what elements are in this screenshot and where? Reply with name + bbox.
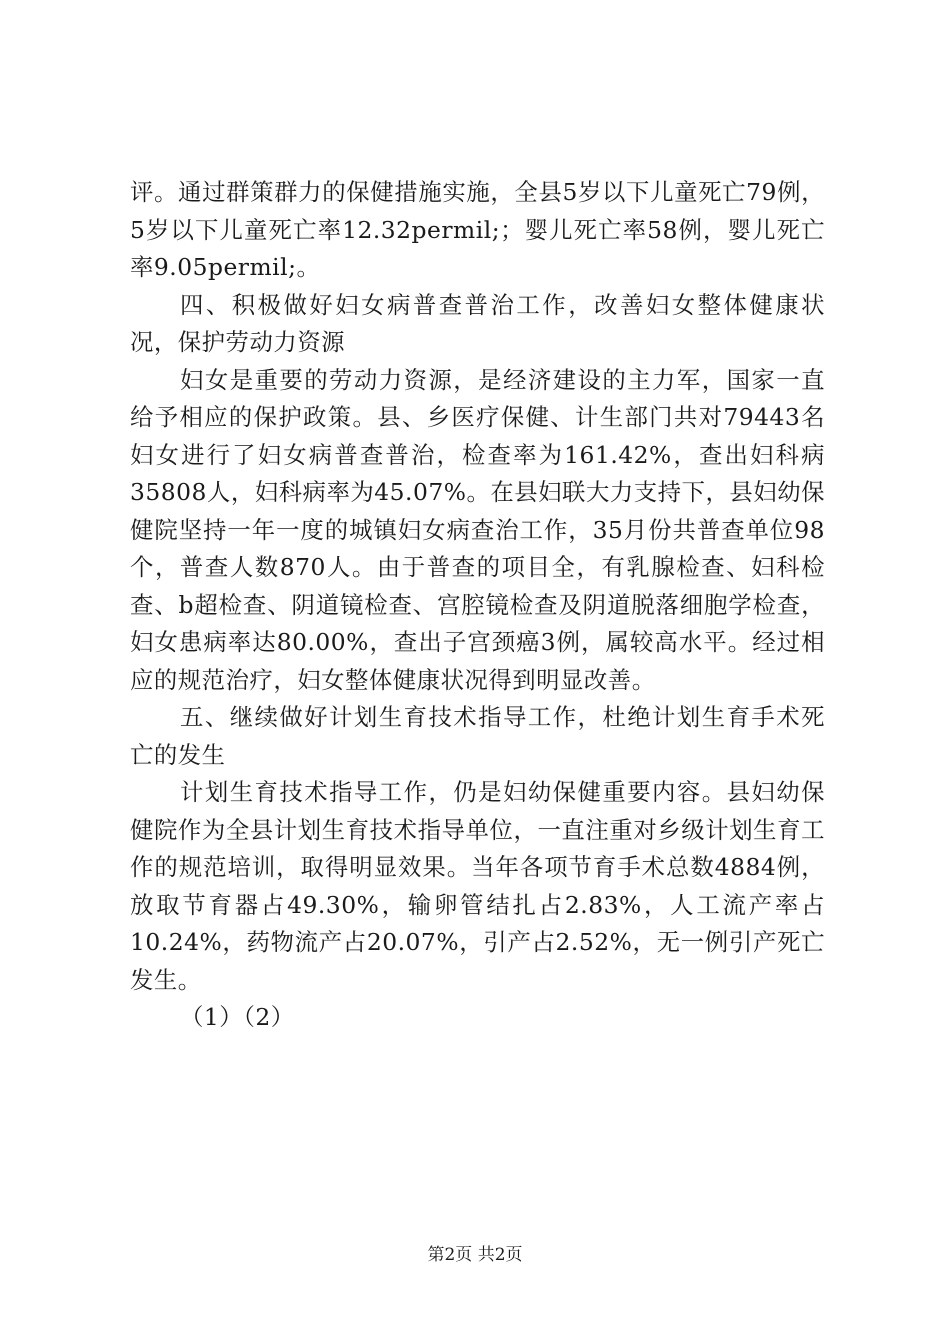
paragraph-family-planning: 计划生育技术指导工作，仍是妇幼保健重要内容。县妇幼保健院作为全县计划生育技术指导单位，一直注重对乡级计划生育工作的规范培训，取得明显效果。当年各项节育手术总数4884例，放取节育器占49.30%，输卵管结扎占2.83%，人工流产率占10.24%，药物流产占20.07%，引产占2.52%，无一例引产死亡发生。 bbox=[130, 778, 825, 994]
paragraph-continuation: 评。通过群策群力的保健措施实施，全县5岁以下儿童死亡79例，5岁以下儿童死亡率12.32permil;；婴儿死亡率58例，婴儿死亡率9.05permil;。 bbox=[130, 178, 825, 281]
page-footer: 第2页 共2页 bbox=[427, 1245, 523, 1265]
document-body bbox=[130, 174, 825, 1037]
paragraph-footnote-markers: （1）（2） bbox=[180, 1003, 295, 1031]
section-heading-five: 五、继续做好计划生育技术指导工作，杜绝计划生育手术死亡的发生 bbox=[130, 703, 825, 769]
paragraph-womens-health: 妇女是重要的劳动力资源，是经济建设的主力军，国家一直给予相应的保护政策。县、乡医疗保健、计生部门共对79443名妇女进行了妇女病普查普治，检查率为161.42%，查出妇科病35808人，妇科病率为45.07%。在县妇联大力支持下，县妇幼保健院坚持一年一度的城镇妇女病查治工作，35月份共普查单位98个，普查人数870人。由于普查的项目全，有乳腺检查、妇科检查、b超检查、阴道镜检查、宫腔镜检查及阴道脱落细胞学检查，妇女患病率达80.00%，查出子宫颈癌3例，属较高水平。经过相应的规范治疗，妇女整体健康状况得到明显改善。 bbox=[130, 365, 825, 694]
section-heading-four: 四、积极做好妇女病普查普治工作，改善妇女整体健康状况，保护劳动力资源 bbox=[130, 290, 825, 356]
